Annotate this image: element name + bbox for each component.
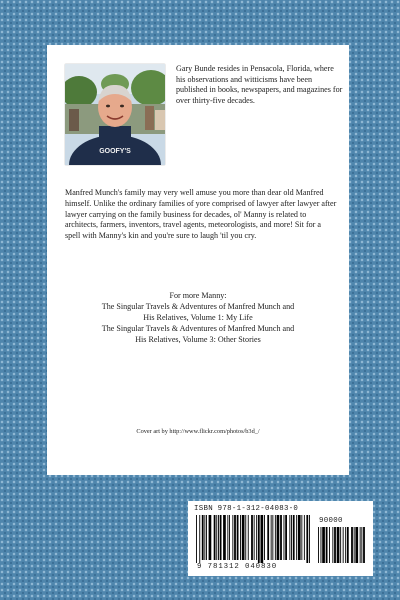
barcode-bar (298, 515, 301, 560)
barcode-bar (271, 515, 272, 560)
barcode-bar (206, 515, 207, 560)
barcode-bar (248, 515, 249, 560)
back-cover-text-panel (47, 45, 349, 475)
price-code: 90000 (319, 517, 343, 525)
barcode-bar (261, 515, 264, 563)
barcode-bar (209, 515, 212, 560)
barcode-bar (196, 515, 197, 563)
barcode-addon-bar (334, 527, 336, 563)
barcode-bar (234, 515, 236, 560)
barcode-bar (245, 515, 246, 560)
barcode-addon-bar (321, 527, 322, 563)
more-books-heading: For more Manny: (169, 291, 227, 300)
barcode-addon-bar (347, 527, 349, 563)
barcode-bar (251, 515, 253, 560)
barcode-bar (291, 515, 292, 560)
barcode-bar (304, 515, 305, 560)
barcode-bar (227, 515, 228, 560)
barcode-addon-bar (343, 527, 344, 563)
barcode-bar (272, 515, 273, 560)
shirt-text: GOOFY'S (99, 148, 131, 155)
barcode-bar (240, 515, 241, 560)
barcode-bar (284, 515, 285, 560)
more-books-title-line: His Relatives, Volume 3: Other Stories (135, 334, 261, 344)
barcode-addon-bar (351, 527, 353, 563)
barcode-digits: 9 781312 040830 (197, 563, 278, 571)
barcode-addon-bar (345, 527, 346, 563)
barcode-bar (275, 515, 276, 560)
barcode-bar (254, 515, 255, 560)
barcode-addon-bar (329, 527, 330, 563)
barcode-addon-bar (318, 527, 319, 563)
more-books-title-line: The Singular Travels & Adventures of Manfred Munch and (101, 301, 295, 311)
barcode-addon-bar (360, 527, 361, 563)
barcode-addon-bar (332, 527, 333, 563)
barcode-bar (199, 515, 200, 563)
barcode-bar (293, 515, 295, 560)
author-photo-illustration (65, 64, 165, 165)
isbn-label: ISBN 978-1-312-04083-0 (194, 505, 299, 513)
barcode-bar (202, 515, 204, 560)
more-books-title-line: The Singular Travels & Adventures of Manfred Munch and (101, 323, 295, 333)
barcode-bar (218, 515, 219, 560)
author-photo (65, 64, 165, 165)
barcode-addon-bar (361, 527, 362, 563)
barcode-addon-bar (322, 527, 325, 563)
book-blurb: Manfred Munch's family may very well amuse you more than dear old Manfred himself. Unlike the ordinary families of yore comprised of lawyer after lawyer after lawyer carrying on the family business for decades, ol' Manny is related to architects, farmers, inventors, travel agents, meteorologists, and more! Sit for a spell with Manny's kin and you're sure to laugh 'til you cry. (65, 188, 337, 241)
barcode-addon-bar (354, 527, 355, 563)
barcode-bar (232, 515, 233, 560)
barcode-bar (220, 515, 222, 560)
barcode-bar (216, 515, 217, 560)
author-bio: Gary Bunde resides in Pensacola, Florida, where his observations and witticisms have been published in books, newspapers, and magazines for over thirty-five decades. (176, 64, 343, 105)
barcode-addon-bar (355, 527, 358, 563)
isbn-barcode (188, 501, 373, 576)
barcode-bar (214, 515, 216, 560)
barcode-bar (277, 515, 280, 560)
barcode-bar (229, 515, 230, 560)
barcode-addon-bar (363, 527, 365, 563)
more-books-section (65, 291, 331, 346)
barcode-bar (280, 515, 282, 560)
barcode-bar (301, 515, 302, 560)
barcode-bar (258, 515, 260, 563)
cover-art-credit: Cover art by http://www.flickr.com/photos/b3d_/ (136, 428, 260, 435)
barcode-addon-bar (326, 527, 328, 563)
barcode-addon-bar (340, 527, 341, 563)
barcode-bar (306, 515, 308, 563)
barcode-bar (223, 515, 226, 560)
barcode-bar (242, 515, 245, 560)
barcode-bar (237, 515, 239, 560)
barcode-bar (309, 515, 310, 563)
barcode-bar (256, 515, 257, 560)
barcode-bar (285, 515, 287, 560)
barcode-bar (296, 515, 297, 560)
barcode-bar (204, 515, 205, 560)
barcode-bar (289, 515, 290, 560)
barcode-addon-bar (337, 527, 340, 563)
barcode-bar (267, 515, 269, 560)
barcode-bar (264, 515, 265, 560)
more-books-title-line: His Relatives, Volume 1: My Life (143, 312, 253, 322)
